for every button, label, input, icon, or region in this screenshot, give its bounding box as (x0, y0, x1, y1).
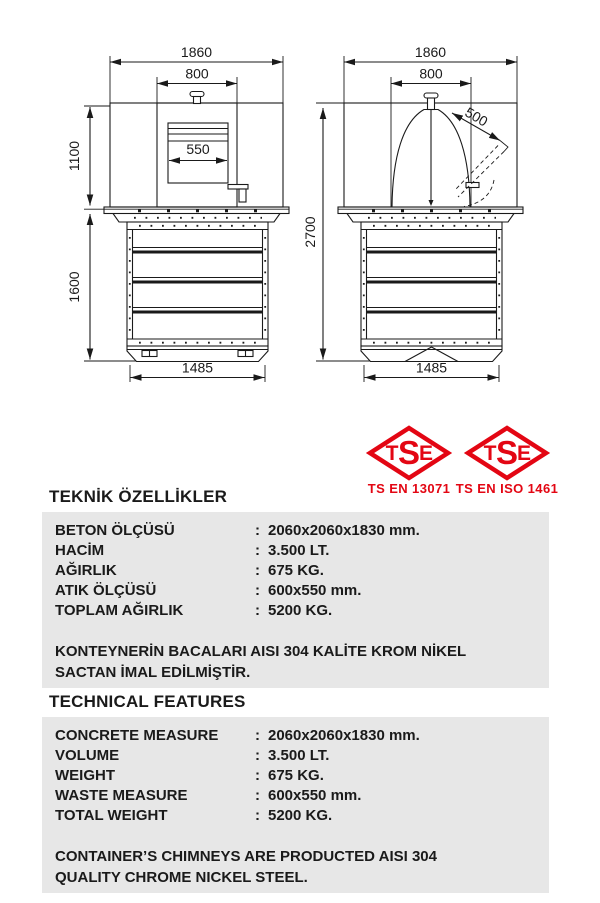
spec-value: 3.500 LT. (268, 747, 330, 764)
spec-value: 2060x2060x1830 mm. (268, 522, 420, 539)
spec-separator: : (255, 747, 260, 764)
spec-value: 5200 KG. (268, 602, 333, 619)
front-dim-overall-width-label: 1860 (180, 44, 213, 60)
front-dim-chimney-height-label: 1100 (66, 140, 82, 172)
front-pedal-handle (228, 185, 248, 203)
tse-letter-s: S (397, 434, 421, 471)
side-dim-overall-width-label: 1860 (414, 44, 447, 60)
front-dim-container-width (130, 360, 265, 383)
material-note-english: CONTAINER’S CHIMNEYS ARE PRODUCTED AISI 304 QUALITY CHROME NICKEL STEEL. (55, 848, 437, 886)
spec-label: AĞIRLIK (55, 562, 117, 579)
side-dim-flap-opening-label: 500 (462, 103, 491, 130)
front-dim-lid-opening (169, 141, 227, 161)
side-dim-total-height (302, 103, 370, 361)
section-heading-english: TECHNICAL FEATURES (49, 692, 246, 711)
side-lid-knob (424, 93, 438, 98)
front-ground-platform (104, 207, 289, 222)
spec-row-weight (55, 561, 549, 581)
side-dim-chimney-width-label: 800 (419, 65, 443, 82)
spec-row-volume (55, 541, 549, 561)
tse-logo-iso-1461 (452, 416, 562, 500)
spec-label: ATIK ÖLÇÜSÜ (55, 582, 157, 599)
spec-value: 675 KG. (268, 767, 324, 784)
side-underground-container (361, 222, 502, 362)
spec-separator: : (255, 602, 260, 619)
tse-letter-t: T (385, 442, 399, 465)
spec-value: 675 KG. (268, 562, 324, 579)
spec-row-weight (55, 766, 549, 786)
spec-label: BETON ÖLÇÜSÜ (55, 522, 175, 539)
spec-separator: : (255, 787, 260, 804)
spec-separator: : (255, 582, 260, 599)
tse-logo-en-13071 (354, 416, 464, 500)
section-heading-turkish: TEKNİK ÖZELLİKLER (49, 487, 228, 506)
spec-value: 2060x2060x1830 mm. (268, 727, 420, 744)
spec-label: TOPLAM AĞIRLIK (55, 602, 184, 619)
spec-separator: : (255, 542, 260, 559)
spec-separator: : (255, 727, 260, 744)
spec-row-concrete-measure (55, 521, 549, 541)
front-dim-chimney-width-label: 800 (185, 65, 209, 82)
front-dim-underground-depth (66, 214, 136, 361)
certification-standard-label: TS EN 13071 (367, 481, 451, 496)
front-dim-lid-opening-label: 550 (186, 141, 210, 157)
technical-drawing (0, 0, 600, 410)
front-view (66, 44, 289, 382)
side-view (302, 44, 523, 382)
front-chimney-housing (110, 92, 283, 208)
spec-row-total-weight (55, 601, 549, 621)
side-ground-platform (338, 207, 523, 222)
spec-label: WEIGHT (55, 767, 115, 784)
spec-separator: : (255, 767, 260, 784)
spec-row-volume (55, 746, 549, 766)
spec-row-total-weight (55, 806, 549, 826)
front-dim-chimney-height (66, 106, 110, 209)
tse-letter-s: S (495, 434, 519, 471)
side-dim-container-width (364, 360, 499, 383)
front-underground-container (127, 222, 268, 362)
tse-letter-e: E (418, 442, 434, 465)
tse-letter-e: E (516, 442, 532, 465)
spec-label: TOTAL WEIGHT (55, 807, 168, 824)
tse-letter-t: T (483, 442, 497, 465)
certification-standard-label: TS EN ISO 1461 (455, 481, 559, 496)
spec-label: CONCRETE MEASURE (55, 727, 219, 744)
front-dim-container-width-label: 1485 (181, 359, 214, 376)
spec-separator: : (255, 522, 260, 539)
spec-label: VOLUME (55, 747, 120, 764)
spec-row-waste-measure (55, 581, 549, 601)
front-lid-knob (190, 92, 204, 97)
side-stiffener-bars (367, 248, 497, 313)
spec-value: 3.500 LT. (268, 542, 330, 559)
material-note-turkish: KONTEYNERİN BACALARI AISI 304 KALİTE KROM NİKEL SACTAN İMAL EDİLMİŞTİR. (55, 643, 466, 681)
spec-row-waste-measure (55, 786, 549, 806)
spec-separator: : (255, 562, 260, 579)
spec-separator: : (255, 807, 260, 824)
side-dim-container-width-label: 1485 (415, 359, 448, 376)
side-dim-total-height-label: 2700 (302, 216, 318, 248)
side-chimney-dome (344, 93, 517, 207)
spec-row-concrete-measure (55, 726, 549, 746)
spec-value: 600x550 mm. (268, 787, 362, 804)
turkish-specs-panel (42, 512, 549, 688)
front-stiffener-bars (133, 248, 263, 313)
spec-label: WASTE MEASURE (55, 787, 188, 804)
spec-value: 5200 KG. (268, 807, 333, 824)
spec-label: HACİM (55, 542, 105, 559)
front-dim-underground-depth-label: 1600 (66, 271, 82, 303)
english-specs-panel (42, 717, 549, 893)
spec-value: 600x550 mm. (268, 582, 362, 599)
